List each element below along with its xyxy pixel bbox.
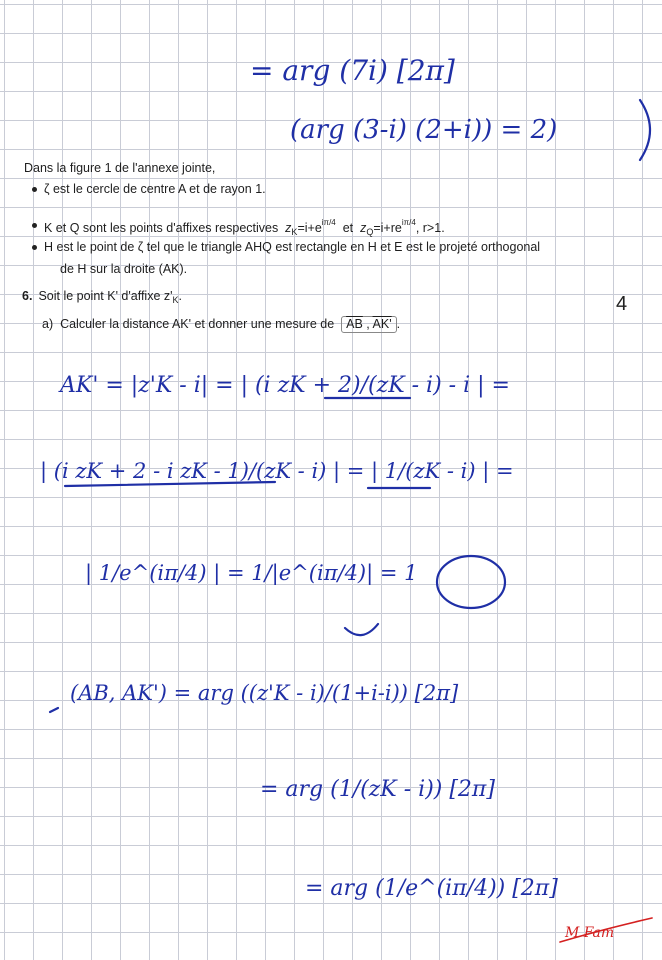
question-6a: a) Calculer la distance AK' et donner une mesure de $\overline{AB}$ , AK' . (42, 317, 401, 331)
hw-line-4 (40, 459, 514, 488)
r-condition: , r>1. (415, 221, 445, 235)
bullet-point-h: H est le point de ζ tel que le triangle AHQ est rectangle en H et E est le projeté orthogonal (44, 240, 541, 254)
hw-line-7 (260, 777, 495, 802)
hw-line-6 (50, 681, 459, 712)
hw-line-8 (305, 876, 558, 901)
svg-text:= arg (7i) [2π]: = arg (7i) [2π] (250, 54, 455, 87)
question-6-text: Soit le point K' d'affixe z' (38, 289, 173, 303)
svg-text:| 1/e^(iπ/4) | = 1/|e^(iπ/4)|: | 1/e^(iπ/4) | = 1/|e^(iπ/4)| = 1 (85, 561, 418, 585)
hw-closing-paren (640, 100, 650, 160)
question-6a-text: Calculer la distance AK' et donner une mesure de (60, 317, 335, 331)
svg-text:(arg (3-i) (2+i)) = 2): (arg (3-i) (2+i)) = 2) (290, 115, 558, 145)
hw-line-1 (250, 54, 455, 87)
zq-exponent: iπ/4 (401, 218, 416, 227)
zq-subscript: Q (366, 227, 374, 237)
vector-ab: $\overline{AB}$ (346, 317, 363, 331)
and-word: et (342, 221, 354, 235)
zk-subscript: K (291, 227, 298, 237)
hw-bullet-dot (50, 708, 58, 712)
svg-text:M Fam: M Fam (565, 925, 615, 941)
svg-text:AK' = |z'K - i| = | (i zK + 2): AK' = |z'K - i| = | (i zK + 2)/(zK - i) - i | = (60, 373, 510, 398)
question-6-number: 6. (22, 289, 33, 303)
hw-line-2 (290, 100, 650, 160)
hw-underline-swoosh (345, 624, 378, 635)
bullet-point-h-continuation: de H sur la droite (AK). (60, 262, 188, 276)
zk-symbol: z (285, 221, 292, 235)
zk-value: =i+e (297, 221, 322, 235)
hw-line-3 (58, 373, 510, 398)
vector-angle-box: $\overline{AB}$ , AK' (341, 316, 396, 333)
signature (560, 918, 652, 942)
question-6-subscript: K (172, 295, 179, 305)
zq-value: =i+re (373, 221, 402, 235)
svg-text:= arg (1/e^(iπ/4)) [2π]: = arg (1/e^(iπ/4)) [2π] (305, 876, 558, 901)
page-number: 4 (616, 293, 628, 315)
question-6: 6. Soit le point K' d'affixe $z'_K$. (22, 289, 183, 305)
vector-ak-prime: AK' (372, 317, 392, 331)
bullet-circle: ζ est le cercle de centre A et de rayon 1. (44, 182, 266, 196)
svg-text:| (i zK + 2 - i zK - 1)/(zK -: | (i zK + 2 - i zK - 1)/(zK - i) | = | 1/(zK - i) | = (40, 459, 514, 483)
bullet-2-text: K et Q sont les points d'affixes respectives (44, 221, 279, 235)
zk-exponent: iπ/4 (321, 218, 336, 227)
hw-line-5 (85, 556, 505, 635)
svg-text:(AB, AK') = arg ((z'K - i)/(1+: (AB, AK') = arg ((z'K - i)/(1+i-i)) [2π] (70, 681, 459, 705)
question-6a-label: a) (42, 317, 54, 331)
hw-circled-result (437, 556, 505, 608)
intro-text: Dans la figure 1 de l'annexe jointe, (24, 161, 216, 175)
zq-symbol: z (360, 221, 367, 235)
svg-text:= arg (1/(zK - i)) [2π]: = arg (1/(zK - i)) [2π] (260, 777, 495, 802)
